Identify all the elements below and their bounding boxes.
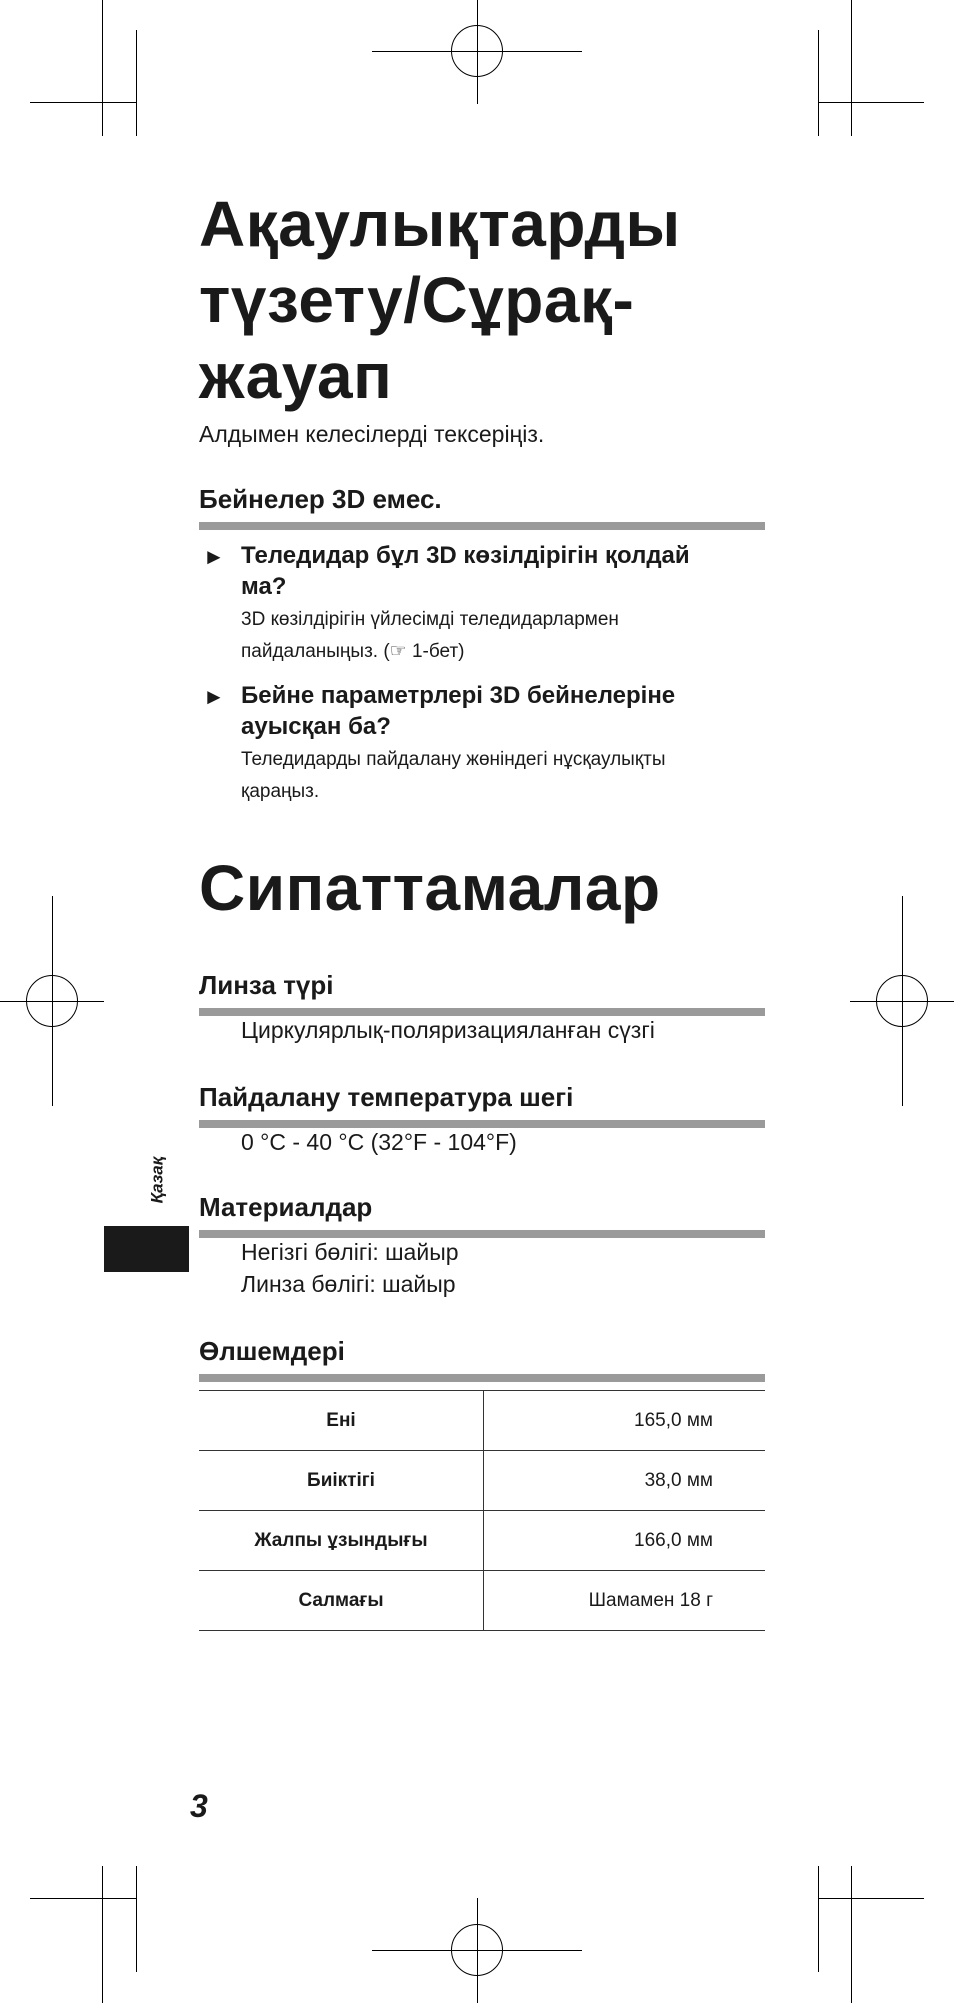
dim-value: 165,0 мм xyxy=(484,1391,766,1451)
title-line: Ақаулықтарды xyxy=(199,188,681,260)
crop-mark xyxy=(818,30,819,136)
language-label-text: Қазақ xyxy=(147,1156,167,1204)
crop-mark xyxy=(30,1898,136,1899)
specifications-title: Сипаттамалар xyxy=(199,852,661,924)
crop-mark xyxy=(818,102,924,103)
materials-line: Негізгі бөлігі: шайыр xyxy=(241,1239,459,1265)
title-line: түзету/Сұрақ- xyxy=(199,264,635,336)
registration-mark xyxy=(876,975,928,1027)
question-line: ауысқан ба? xyxy=(241,713,391,740)
table-row xyxy=(199,1511,765,1571)
materials-value xyxy=(241,1236,459,1300)
page-number: 3 xyxy=(190,1788,208,1824)
crop-mark xyxy=(136,30,137,136)
bullet-arrow-icon: ► xyxy=(203,544,225,569)
temperature-value: 0 °C - 40 °C (32°F - 104°F) xyxy=(241,1129,517,1155)
crop-mark xyxy=(30,102,136,103)
temperature-heading: Пайдалану температура шегі xyxy=(199,1080,765,1128)
bullet-arrow-icon: ► xyxy=(203,684,225,709)
lens-type-heading: Линза түрі xyxy=(199,968,765,1016)
lens-type-value: Циркулярлық-поляризацияланған сүзгі xyxy=(241,1017,655,1043)
answer-line: қараңыз. xyxy=(241,781,320,802)
intro-text: Алдымен келесілерді тексеріңіз. xyxy=(199,421,545,447)
question-line: Теледидар бұл 3D көзілдірігін қолдай xyxy=(241,542,690,569)
dim-value: 166,0 мм xyxy=(484,1511,766,1571)
question-text xyxy=(241,540,765,602)
qa-item xyxy=(199,540,765,668)
registration-mark xyxy=(451,25,503,77)
registration-mark xyxy=(26,975,78,1027)
qa-item xyxy=(199,680,765,808)
answer-line: Теледидарды пайдалану жөніндегі нұсқаулықты xyxy=(241,749,666,770)
answer-text xyxy=(241,604,765,668)
materials-line: Линза бөлігі: шайыр xyxy=(241,1271,456,1297)
answer-line: пайдаланыңыз. (☞ 1-бет) xyxy=(241,641,465,662)
dim-label: Биіктігі xyxy=(199,1451,484,1511)
subsection-heading-3d: Бейнелер 3D емес. xyxy=(199,482,765,530)
language-tab xyxy=(104,1226,189,1272)
crop-mark xyxy=(102,1866,103,2003)
dimensions-heading: Өлшемдері xyxy=(199,1334,765,1382)
crop-mark xyxy=(818,1898,924,1899)
question-text xyxy=(241,680,765,742)
crop-mark xyxy=(136,1866,137,1972)
troubleshooting-title xyxy=(199,186,681,414)
crop-mark xyxy=(818,1866,819,1972)
answer-text xyxy=(241,744,765,808)
language-label xyxy=(147,1150,184,1220)
dim-value: Шамамен 18 г xyxy=(484,1571,766,1631)
registration-mark xyxy=(451,1924,503,1976)
dim-label: Ені xyxy=(199,1391,484,1451)
title-line: жауап xyxy=(199,340,393,412)
table-row xyxy=(199,1451,765,1511)
materials-heading: Материалдар xyxy=(199,1190,765,1238)
question-line: ма? xyxy=(241,573,287,600)
dim-label: Жалпы ұзындығы xyxy=(199,1511,484,1571)
table-row xyxy=(199,1571,765,1631)
dim-value: 38,0 мм xyxy=(484,1451,766,1511)
answer-line: 3D көзілдірігін үйлесімді теледидарлармен xyxy=(241,609,619,630)
crop-mark xyxy=(851,1866,852,2003)
question-line: Бейне параметрлері 3D бейнелеріне xyxy=(241,682,676,709)
crop-mark xyxy=(102,0,103,136)
table-row xyxy=(199,1391,765,1451)
dimensions-table xyxy=(199,1390,765,1631)
dim-label: Салмағы xyxy=(199,1571,484,1631)
crop-mark xyxy=(851,0,852,136)
